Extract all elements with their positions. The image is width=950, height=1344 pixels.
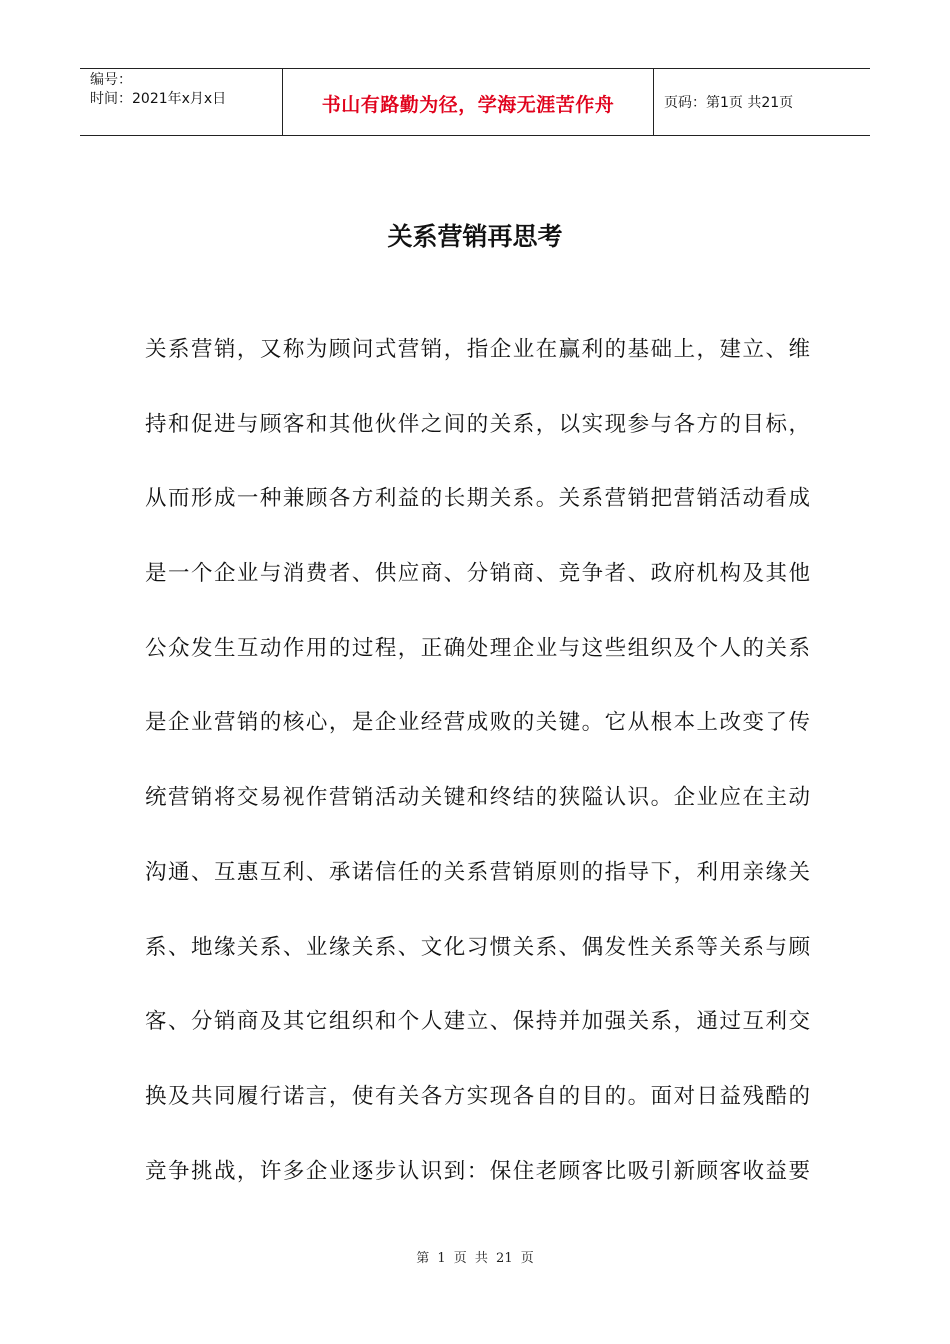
body-line: 客、分销商及其它组织和个人建立、保持并加强关系，通过互利交 <box>145 1009 810 1035</box>
body-line: 是企业营销的核心，是企业经营成败的关键。它从根本上改变了传 <box>145 710 810 736</box>
body-line: 是一个企业与消费者、供应商、分销商、竞争者、政府机构及其他 <box>145 561 810 587</box>
header-page-info: 页码：第1页 共21页 <box>664 95 794 111</box>
body-line: 关系营销，又称为顾问式营销，指企业在赢利的基础上，建立、维 <box>145 337 810 362</box>
document-body <box>145 313 810 1209</box>
body-line: 沟通、互惠互利、承诺信任的关系营销原则的指导下，利用亲缘关 <box>145 859 810 885</box>
header-motto-cell <box>282 69 654 135</box>
page-footer: 第 1 页 共 21 页 <box>416 1251 534 1266</box>
header-meta-cell <box>80 69 282 135</box>
body-line: 统营销将交易视作营销活动关键和终结的狭隘认识。企业应在主动 <box>145 785 810 811</box>
date-label: 时间：2021年x月x日 <box>90 91 227 107</box>
body-line: 公众发生互动作用的过程，正确处理企业与这些组织及个人的关系 <box>145 635 810 661</box>
header-motto: 书山有路勤为径，学海无涯苦作舟 <box>321 93 615 116</box>
body-line: 竞争挑战，许多企业逐步认识到：保住老顾客比吸引新顾客收益要 <box>145 1158 810 1184</box>
document-title: 关系营销再思考 <box>387 222 563 251</box>
serial-number-label: 编号： <box>90 72 132 88</box>
body-line: 换及共同履行诺言，使有关各方实现各自的目的。面对日益残酷的 <box>145 1083 810 1109</box>
body-line: 系、地缘关系、业缘关系、文化习惯关系、偶发性关系等关系与顾 <box>145 934 810 960</box>
body-line: 从而形成一种兼顾各方利益的长期关系。关系营销把营销活动看成 <box>145 486 810 512</box>
body-line: 持和促进与顾客和其他伙伴之间的关系，以实现参与各方的目标， <box>145 411 810 437</box>
document-header-table <box>80 68 870 136</box>
header-page-cell <box>654 69 870 135</box>
